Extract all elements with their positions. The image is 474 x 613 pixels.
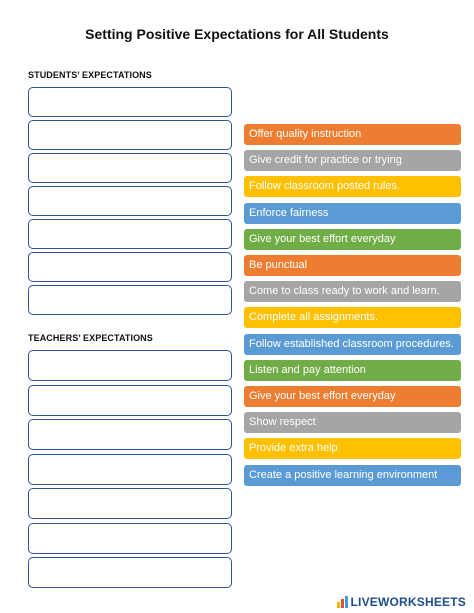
liveworksheets-logo-icon [337,596,349,608]
students-answer-box-4[interactable] [28,186,232,216]
liveworksheets-logo [337,595,466,609]
draggable-card[interactable]: Come to class ready to work and learn. [244,281,461,302]
students-answer-box-2[interactable] [28,120,232,150]
page-title: Setting Positive Expectations for All Students [85,26,389,42]
draggable-card[interactable]: Be punctual [244,255,461,276]
teachers-answer-box-1[interactable] [28,350,232,381]
students-answer-box-6[interactable] [28,252,232,282]
draggable-card[interactable]: Offer quality instruction [244,124,461,145]
draggable-card[interactable]: Complete all assignments. [244,307,461,328]
draggable-card[interactable]: Give credit for practice or trying [244,150,461,171]
draggable-card[interactable]: Create a positive learning environment [244,465,461,486]
liveworksheets-logo-text: LIVEWORKSHEETS [350,595,466,609]
draggable-card[interactable]: Follow classroom posted rules. [244,176,461,197]
teachers-expectations-label: TEACHERS’ EXPECTATIONS [28,333,153,343]
students-answer-box-7[interactable] [28,285,232,315]
teachers-answer-box-7[interactable] [28,557,232,588]
draggable-card[interactable]: Give your best effort everyday [244,229,461,250]
students-expectations-label: STUDENTS’ EXPECTATIONS [28,70,152,80]
draggable-card[interactable]: Follow established classroom procedures. [244,334,461,355]
teachers-answer-box-4[interactable] [28,454,232,485]
students-answer-box-3[interactable] [28,153,232,183]
draggable-card[interactable]: Provide extra help [244,438,461,459]
draggable-card[interactable]: Enforce fairness [244,203,461,224]
draggable-card[interactable]: Listen and pay attention [244,360,461,381]
teachers-answer-box-6[interactable] [28,523,232,554]
teachers-answer-box-5[interactable] [28,488,232,519]
teachers-answer-box-3[interactable] [28,419,232,450]
draggable-card[interactable]: Show respect [244,412,461,433]
students-answer-box-1[interactable] [28,87,232,117]
students-answer-box-5[interactable] [28,219,232,249]
draggable-card[interactable]: Give your best effort everyday [244,386,461,407]
teachers-answer-box-2[interactable] [28,385,232,416]
